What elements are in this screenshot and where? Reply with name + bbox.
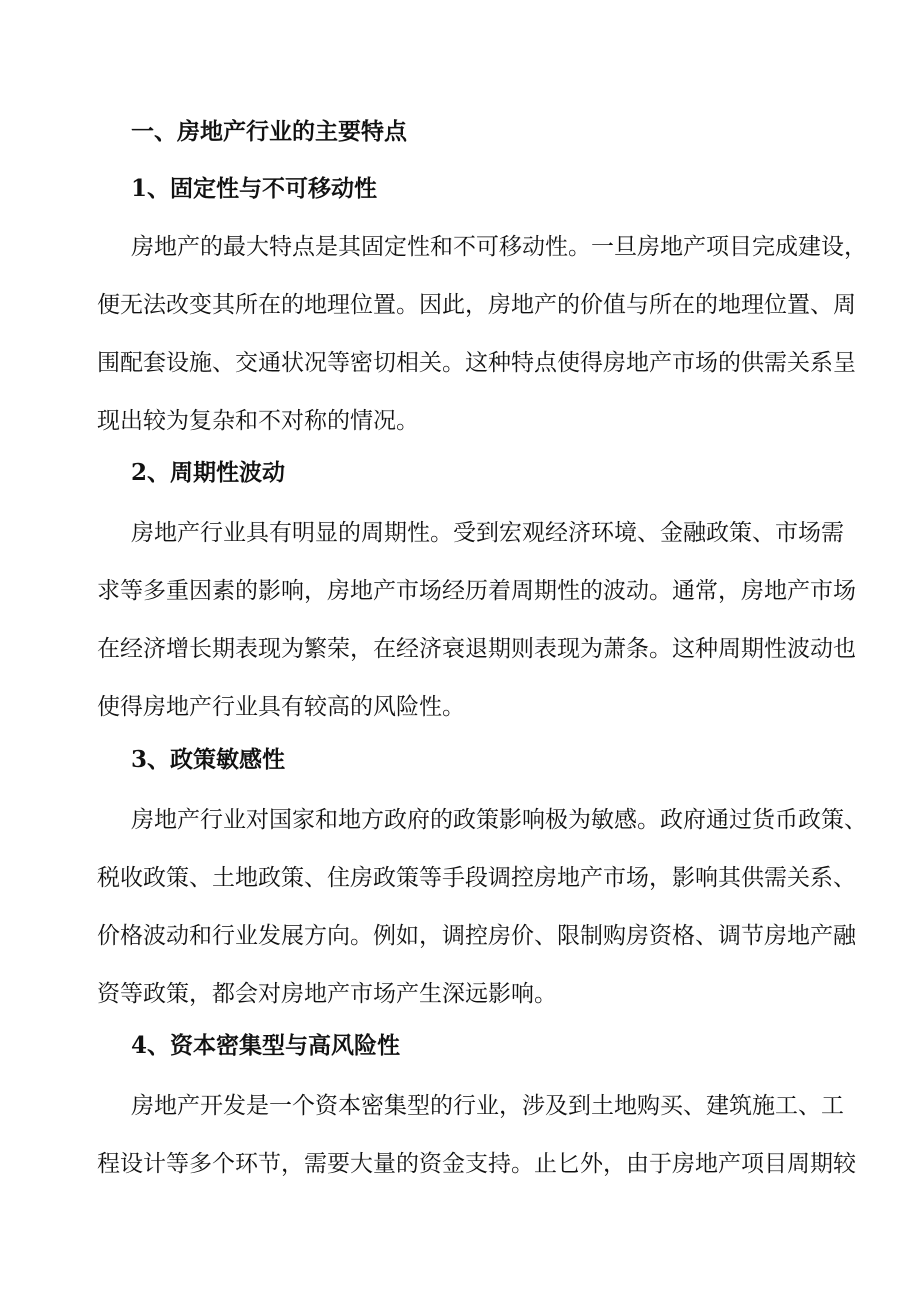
- subsection-heading-3: 3、政策敏感性: [131, 746, 286, 773]
- paragraph-line: 房地产行业对国家和地方政府的政策影响极为敏感。政府通过货币政策、: [131, 807, 867, 833]
- paragraph-line: 使得房地产行业具有较高的风险性。: [97, 694, 465, 720]
- paragraph-line: 资等政策，都会对房地产市场产生深远影响。: [97, 981, 557, 1007]
- paragraph-line: 程设计等多个环节，需要大量的资金支持。止匕外，由于房地产项目周期较: [97, 1151, 856, 1177]
- paragraph-line: 在经济增长期表现为繁荣，在经济衰退期则表现为萧条。这种周期性波动也: [97, 636, 856, 662]
- paragraph-line: 税收政策、土地政策、住房政策等手段调控房地产市场，影响其供需关系、: [97, 865, 856, 891]
- paragraph-line: 围配套设施、交通状况等密切相关。这种特点使得房地产市场的供需关系呈: [97, 350, 856, 376]
- paragraph-line: 房地产开发是一个资本密集型的行业，涉及到土地购买、建筑施工、工: [131, 1093, 844, 1119]
- paragraph-1: [97, 218, 867, 450]
- paragraph-line: 价格波动和行业发展方向。例如，调控房价、限制购房资格、调节房地产融: [97, 923, 856, 949]
- paragraph-line: 房地产行业具有明显的周期性。受到宏观经济环境、金融政策、市场需: [131, 520, 844, 546]
- paragraph-3: [97, 791, 867, 1023]
- subsection-heading-4: 4、资本密集型与高风险性: [131, 1032, 401, 1059]
- paragraph-4: [97, 1077, 856, 1193]
- paragraph-line: 现出较为复杂和不对称的情况。: [97, 408, 419, 434]
- paragraph-line: 求等多重因素的影响，房地产市场经历着周期性的波动。通常，房地产市场: [97, 578, 856, 604]
- subsection-heading-2: 2、周期性波动: [131, 459, 286, 486]
- paragraph-line: 房地产的最大特点是其固定性和不可移动性。一旦房地产项目完成建设，: [131, 234, 867, 260]
- paragraph-2: [97, 504, 856, 736]
- section-title: 一、房地产行业的主要特点: [131, 118, 407, 145]
- paragraph-line: 便无法改变其所在的地理位置。因此，房地产的价值与所在的地理位置、周: [97, 292, 856, 318]
- subsection-heading-1: 1、固定性与不可移动性: [131, 175, 378, 202]
